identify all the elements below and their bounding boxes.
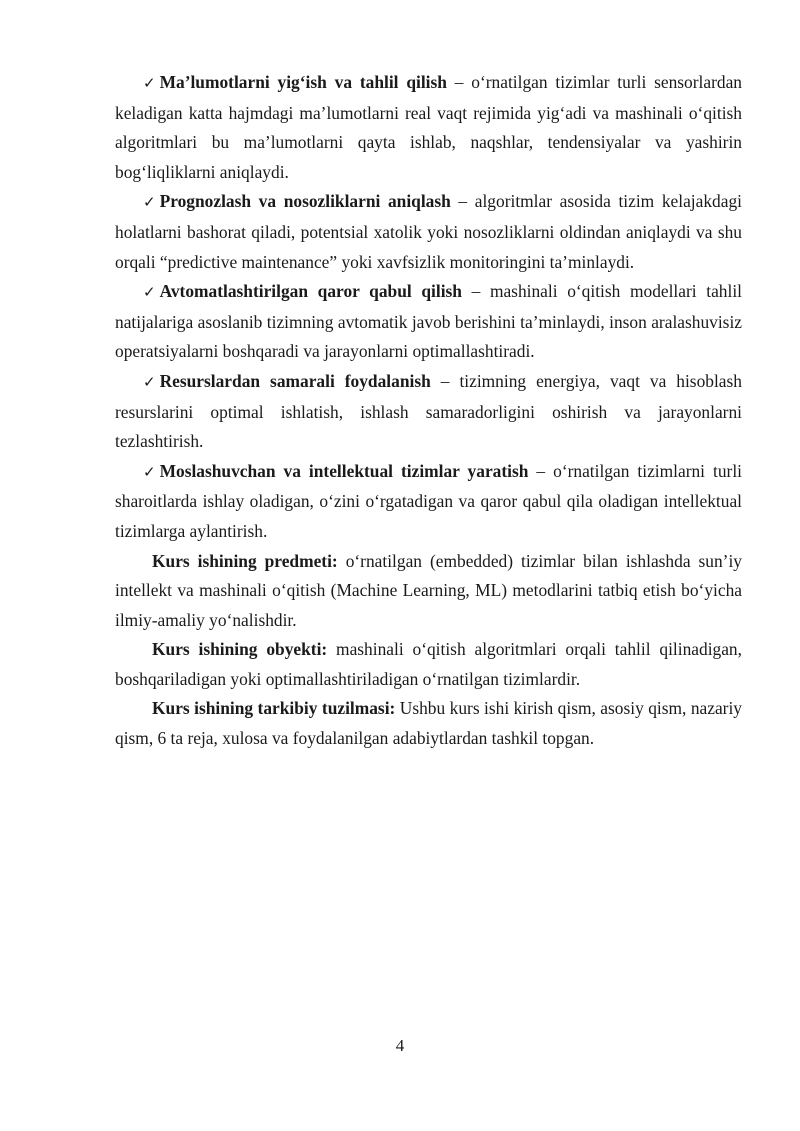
bullet-paragraph-automated-decisions	[115, 277, 742, 367]
paragraph-term: Kurs ishining obyekti:	[152, 639, 328, 660]
bullet-term: Resurslardan samarali foydalanish	[159, 370, 431, 391]
checkmark-icon: ✓	[143, 193, 156, 212]
bullet-term: Prognozlash va nosozliklarni aniqlash	[159, 191, 451, 212]
bullet-paragraph-data-collection	[115, 68, 742, 187]
bullet-text: – o‘rnatilgan tizimlar turli sensorlardan keladigan katta hajmdagi ma’lumotlarni real vaqt rejimida yig‘adi va mashinali o‘qitish algoritmlari bu ma’lumotlarni qayta ishlab, naqshlar, tendensiyalar va yashirin bog‘liqliklarni aniqlaydi.	[115, 72, 742, 182]
bullet-text: – mashinali o‘qitish modellari tahlil natijalariga asoslanib tizimning avtomatik javob berishini ta’minlaydi, inson aralashuvisiz operatsiyalarni boshqaradi va jarayonlarni optimallashtiradi.	[115, 281, 742, 362]
paragraph-text: mashinali o‘qitish algoritmlari orqali tahlil qilinadigan, boshqariladigan yoki optimallashtiriladigan o‘rnatilgan tizimlardir.	[115, 639, 742, 689]
paragraph-term: Kurs ishining predmeti:	[152, 550, 338, 571]
bullet-text: – tizimning energiya, vaqt va hisoblash resurslarini optimal ishlatish, ishlash samaradorligini oshirish va jarayonlarni tezlashtirish.	[115, 370, 742, 452]
page-number: 4	[395, 1036, 405, 1055]
paragraph-course-object	[115, 635, 742, 694]
paragraph-course-subject	[115, 547, 742, 636]
paragraph-text: o‘rnatilgan (embedded) tizimlar bilan ishlashda sun’iy intellekt va mashinali o‘qitish (Machine Learning, ML) metodlarini tatbiq etish bo‘yicha ilmiy-amaliy yo‘nalishdir.	[115, 550, 742, 630]
paragraph-text: Ushbu kurs ishi kirish qism, asosiy qism, nazariy qism, 6 ta reja, xulosa va foydalanilgan adabiytlardan tashkil topgan.	[115, 698, 742, 749]
checkmark-icon: ✓	[143, 372, 156, 391]
bullet-paragraph-intelligent-systems	[115, 457, 742, 547]
checkmark-icon: ✓	[143, 74, 156, 92]
checkmark-icon: ✓	[143, 462, 156, 481]
paragraph-course-structure	[115, 694, 742, 753]
bullet-paragraph-resources	[115, 367, 742, 457]
bullet-term: Moslashuvchan va intellektual tizimlar yaratish	[159, 460, 529, 481]
bullet-text: – algoritmlar asosida tizim kelajakdagi holatlarni bashorat qiladi, potentsial xatolik yoki nosozliklarni oldindan aniqlaydi va shu orqali “predictive maintenance” yoki xavfsizlik monitoringini ta’minlaydi.	[115, 191, 742, 272]
bullet-text: – o‘rnatilgan tizimlarni turli sharoitlarda ishlay oladigan, o‘zini o‘rgatadigan va qaror qabul qila oladigan intellektual tizimlarga aylantirish.	[115, 460, 742, 541]
bullet-term: Ma’lumotlarni yig‘ish va tahlil qilish	[159, 72, 447, 92]
checkmark-icon: ✓	[143, 283, 156, 302]
bullet-paragraph-forecasting	[115, 187, 742, 277]
bullet-term: Avtomatlashtirilgan qaror qabul qilish	[159, 281, 462, 302]
paragraph-term: Kurs ishining tarkibiy tuzilmasi:	[152, 698, 396, 719]
